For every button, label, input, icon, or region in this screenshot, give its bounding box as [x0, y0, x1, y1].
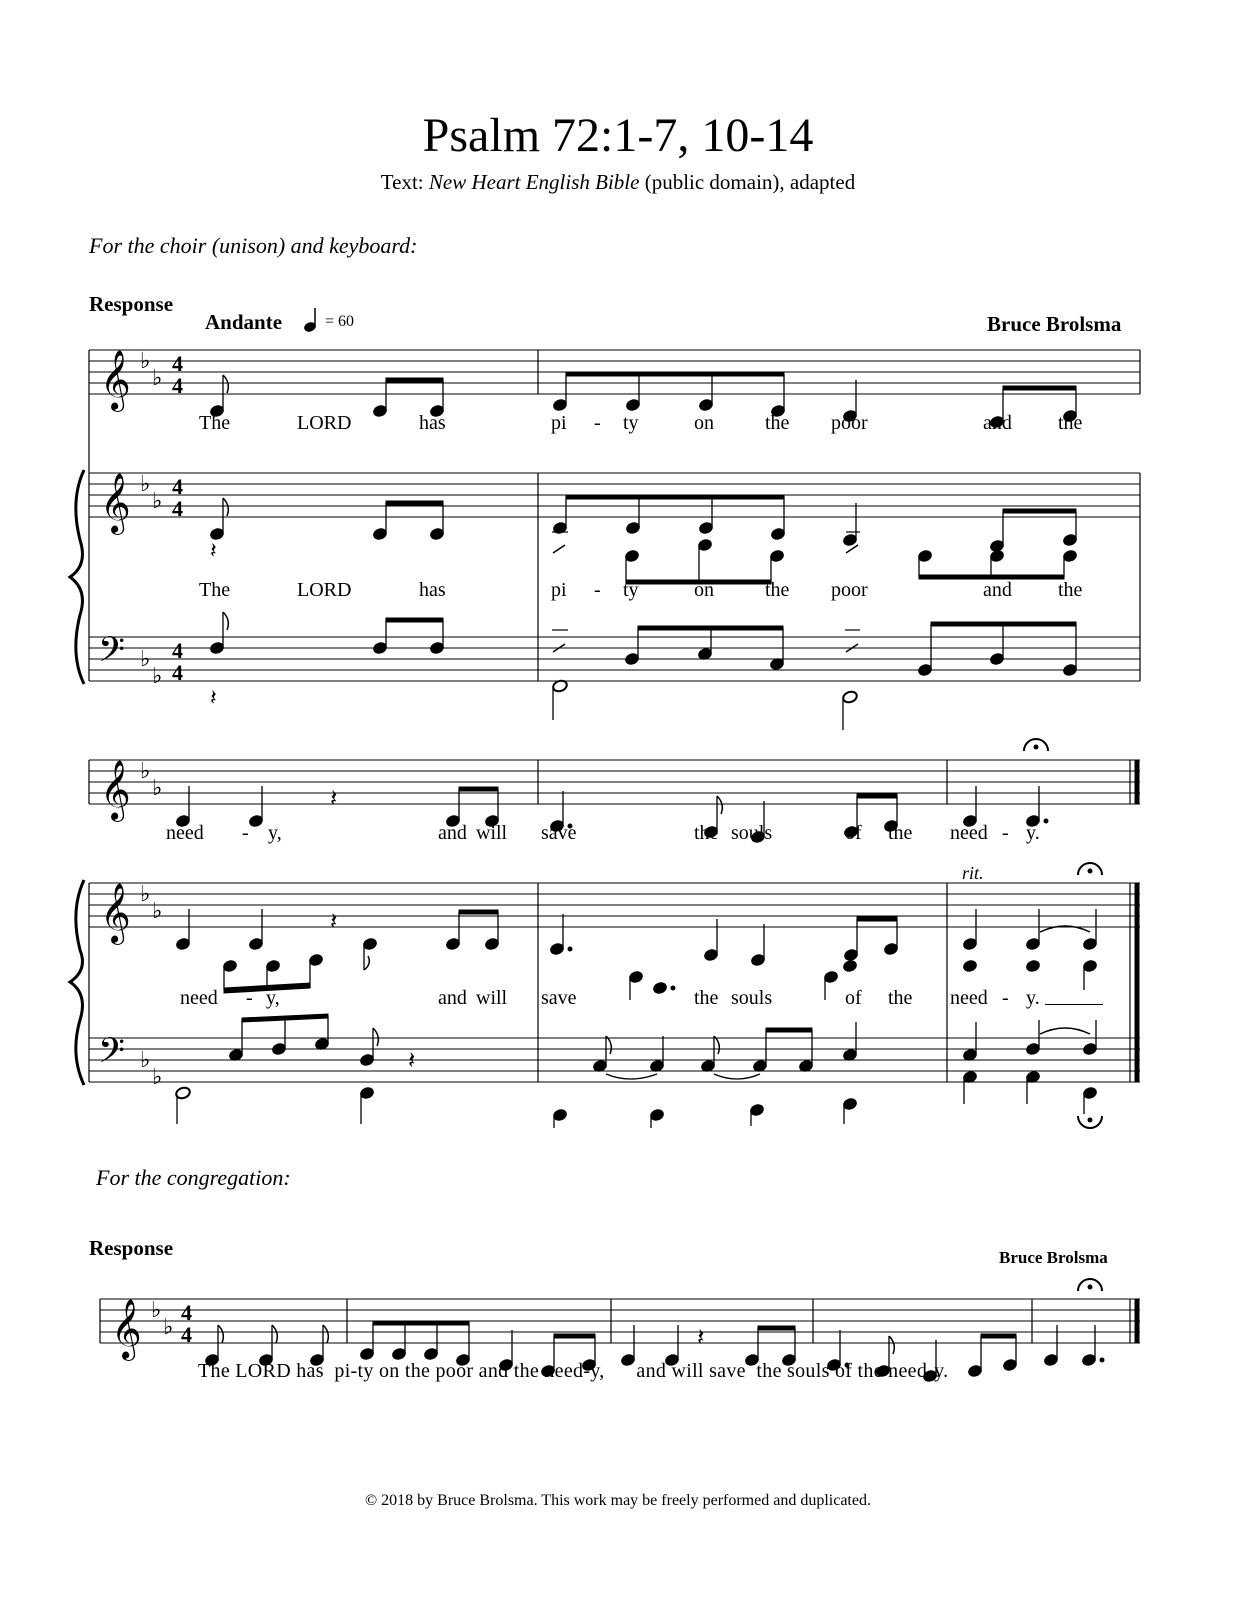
choir-composer: Bruce Brolsma	[987, 312, 1122, 336]
quarter-note-icon	[303, 308, 317, 333]
congregation-section-label: Response	[89, 1236, 174, 1260]
fermata-icon	[1078, 1116, 1102, 1128]
svg-text:4: 4	[181, 1322, 192, 1347]
lyric: will	[476, 822, 508, 844]
system1-piano-treble-notes	[209, 495, 1078, 584]
svg-text:𝄽: 𝄽	[210, 539, 217, 564]
key-flat: ♭	[152, 1064, 163, 1089]
brace-icon	[70, 880, 84, 1085]
lyric: and	[983, 412, 1012, 434]
svg-text:𝄽: 𝄽	[408, 1046, 416, 1074]
svg-text:𝄽: 𝄽	[330, 907, 338, 935]
lyric: the	[765, 412, 790, 434]
choir-instruction: For the choir (unison) and keyboard:	[89, 233, 418, 258]
svg-text:4: 4	[172, 373, 183, 398]
svg-text:𝄽: 𝄽	[330, 784, 338, 812]
lyric: and	[438, 822, 467, 844]
lyric: LORD	[297, 579, 352, 601]
tempo-word: Andante	[205, 310, 283, 334]
system1-piano-bass-staff	[89, 637, 1140, 681]
congregation-lyrics: The LORD has pi-ty on the poor and the need-y, and will save the souls of the need-y.	[198, 1360, 949, 1382]
lyric: the	[1058, 579, 1083, 601]
lyric: ty	[623, 412, 639, 434]
system2-voice-staff	[89, 760, 1140, 804]
lyric-extender	[1045, 1004, 1103, 1005]
lyric: save	[541, 822, 577, 844]
lyric: souls	[731, 987, 773, 1009]
congregation-composer: Bruce Brolsma	[999, 1248, 1108, 1267]
lyric: souls	[731, 822, 773, 844]
key-flat: ♭	[140, 758, 151, 783]
lyric: -	[1002, 987, 1009, 1009]
lyric: on	[694, 579, 714, 601]
time-signature	[172, 351, 183, 685]
key-flat: ♭	[140, 881, 151, 906]
key-flat: ♭	[152, 488, 163, 513]
copyright-notice: © 2018 by Bruce Brolsma. This work may be freely performed and duplicated.	[365, 1492, 871, 1509]
system1-piano-bass-notes	[209, 612, 1078, 730]
fermata-icon	[1078, 1279, 1102, 1291]
lyric: y,	[268, 822, 282, 844]
subtitle-prefix: Text:	[380, 170, 429, 194]
lyric: the	[888, 822, 913, 844]
treble-clef-icon: 𝄞	[100, 473, 131, 533]
bass-clef-icon: 𝄢	[98, 1030, 126, 1079]
svg-text:4: 4	[172, 351, 183, 376]
congregation-instruction: For the congregation:	[96, 1165, 291, 1190]
lyric: y,	[266, 987, 280, 1009]
treble-clef-icon: 𝄞	[100, 350, 131, 410]
subtitle-source: New Heart English Bible	[428, 170, 640, 194]
svg-text:𝄽: 𝄽	[210, 686, 217, 711]
lyric: of	[845, 822, 862, 844]
lyric: the	[1058, 412, 1083, 434]
lyric: of	[845, 987, 862, 1009]
lyric: The	[199, 579, 231, 601]
lyric: LORD	[297, 412, 352, 434]
brace-icon	[70, 470, 84, 684]
system2-piano-bass-staff	[89, 1038, 1140, 1082]
lyric: the	[765, 579, 790, 601]
svg-text:4: 4	[181, 1300, 192, 1325]
lyric: need	[166, 822, 204, 844]
time-signature	[181, 1300, 192, 1347]
lyric: pi	[551, 412, 567, 434]
key-flat: ♭	[152, 775, 163, 800]
lyric: will	[476, 987, 508, 1009]
key-flat: ♭	[140, 348, 151, 373]
key-flat: ♭	[152, 663, 163, 688]
lyric: need	[180, 987, 218, 1009]
key-flat: ♭	[163, 1314, 174, 1339]
lyric: need	[950, 987, 988, 1009]
lyric: -	[246, 987, 253, 1009]
lyric: y.	[1026, 987, 1040, 1009]
lyric: -	[594, 412, 601, 434]
treble-clef-icon: 𝄞	[100, 760, 131, 820]
lyric: has	[419, 579, 446, 601]
lyric: -	[594, 579, 601, 601]
treble-clef-icon: 𝄞	[100, 883, 131, 943]
lyric: ty	[623, 579, 639, 601]
lyric: the	[888, 987, 913, 1009]
rit-marking: rit.	[962, 863, 984, 883]
key-flat: ♭	[140, 1047, 151, 1072]
lyric: on	[694, 412, 714, 434]
lyric: -	[242, 822, 249, 844]
lyric: pi	[551, 579, 567, 601]
key-flat: ♭	[151, 1297, 162, 1322]
subtitle-suffix: (public domain), adapted	[639, 170, 856, 194]
lyric: y.	[1026, 822, 1040, 844]
lyric: need	[950, 822, 988, 844]
lyric: The	[199, 412, 231, 434]
key-flat: ♭	[152, 898, 163, 923]
svg-text:4: 4	[172, 660, 183, 685]
svg-text:4: 4	[172, 496, 183, 521]
lyric: save	[541, 987, 577, 1009]
system2-piano-treble-staff	[89, 883, 1140, 927]
lyric: poor	[831, 412, 868, 434]
lyric: the	[694, 987, 719, 1009]
tempo-value: = 60	[325, 313, 355, 330]
svg-text:4: 4	[172, 474, 183, 499]
choir-section-label: Response	[89, 292, 174, 316]
key-flat: ♭	[140, 646, 151, 671]
lyric: poor	[831, 579, 868, 601]
fermata-icon	[1024, 739, 1048, 751]
lyric: has	[419, 412, 446, 434]
svg-text:4: 4	[172, 638, 183, 663]
fermata-icon	[1078, 863, 1102, 875]
lyric: the	[694, 822, 719, 844]
lyric: and	[438, 987, 467, 1009]
bass-clef-icon: 𝄢	[98, 629, 126, 678]
key-flat: ♭	[152, 365, 163, 390]
lyric: -	[1002, 822, 1009, 844]
treble-clef-icon: 𝄞	[111, 1299, 142, 1359]
lyric: and	[983, 579, 1012, 601]
page-title: Psalm 72:1-7, 10-14	[422, 109, 814, 162]
svg-text:𝄽: 𝄽	[697, 1323, 705, 1351]
key-flat: ♭	[140, 471, 151, 496]
